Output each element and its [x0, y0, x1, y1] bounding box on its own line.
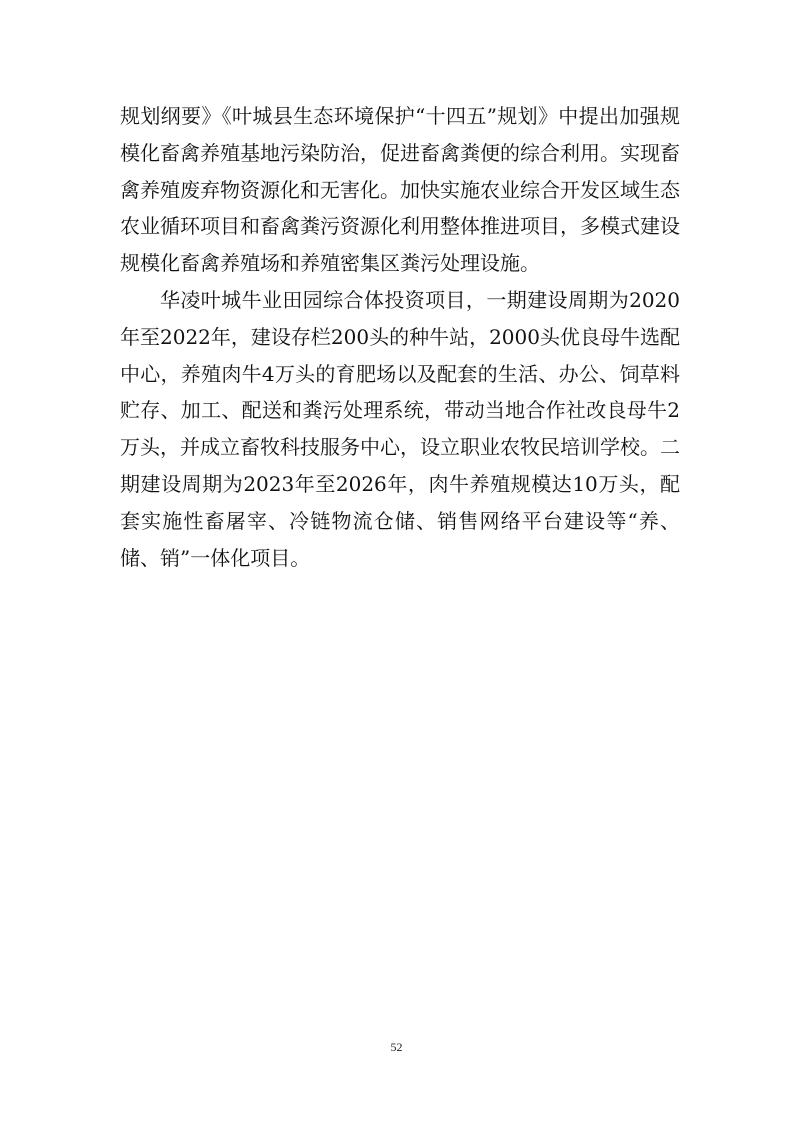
paragraph-continuation: 规划纲要》《叶城县生态环境保护“十四五”规划》中提出加强规模化畜禽养殖基地污染防治，促进畜禽粪便的综合利用。实现畜禽养殖废弃物资源化和无害化。加快实施农业综合开发区域生态农业循环项目和畜禽粪污资源化利用整体推进项目，多模式建设规模化畜禽养殖场和养殖密集区粪污处理设施。 [120, 104, 680, 276]
body-text [120, 98, 680, 576]
page-number: 52 [390, 1040, 403, 1054]
paragraph-huaxing-project: 华凌叶城牛业田园综合体投资项目，一期建设周期为2020年至2022年，建设存栏200头的种牛站，2000头优良母牛选配中心，养殖肉牛4万头的育肥场以及配套的生活、办公、饲草料贮存、加工、配送和粪污处理系统，带动当地合作社改良母牛2万头，并成立畜牧科技服务中心，设立职业农牧民培训学校。二期建设周期为2023年至2026年，肉牛养殖规模达10万头，配套实施性畜屠宰、冷链物流仓储、销售网络平台建设等“养、储、销”一体化项目。 [120, 287, 680, 570]
